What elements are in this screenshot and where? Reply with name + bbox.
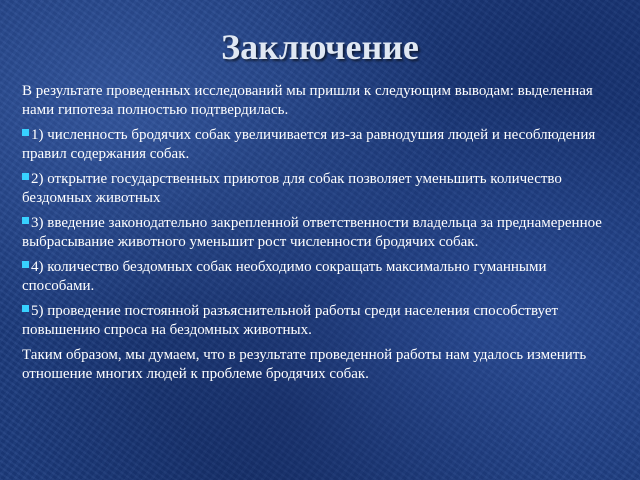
intro-paragraph: В результате проведенных исследований мы пришли к следующим выводам: выделенная нами гипотеза полностью подтвердилась. bbox=[22, 83, 593, 118]
list-item-text: 5) проведение постоянной разъяснительной работы среди населения способствует повышению спроса на бездомных животных. bbox=[22, 303, 559, 338]
list-item bbox=[22, 170, 610, 208]
slide-title: Заключение bbox=[221, 27, 419, 67]
list-item bbox=[22, 126, 610, 164]
square-bullet-icon bbox=[22, 173, 29, 180]
square-bullet-icon bbox=[22, 305, 29, 312]
list-item-text: 1) численность бродячих собак увеличивается из-за равнодушия людей и несоблюдения правил содержания собак. bbox=[22, 127, 596, 162]
list-item-text: 2) открытие государственных приютов для собак позволяет уменьшить количество бездомных животных bbox=[22, 171, 562, 206]
list-item-text: 3) введение законодательно закрепленной ответственности владельца за преднамеренное выбрасывание животного уменьшит рост численности бродячих собак. bbox=[22, 215, 602, 250]
list-item bbox=[22, 214, 610, 252]
slide-content bbox=[22, 82, 610, 390]
conclusion-paragraph: Таким образом, мы думаем, что в результате проведенной работы нам удалось изменить отношение многих людей к проблеме бродячих собак. bbox=[22, 347, 587, 382]
square-bullet-icon bbox=[22, 261, 29, 268]
square-bullet-icon bbox=[22, 129, 29, 136]
list-item-text: 4) количество бездомных собак необходимо сокращать максимально гуманными способами. bbox=[22, 259, 547, 294]
square-bullet-icon bbox=[22, 217, 29, 224]
conclusion-list bbox=[22, 126, 610, 340]
list-item bbox=[22, 258, 610, 296]
list-item bbox=[22, 302, 610, 340]
